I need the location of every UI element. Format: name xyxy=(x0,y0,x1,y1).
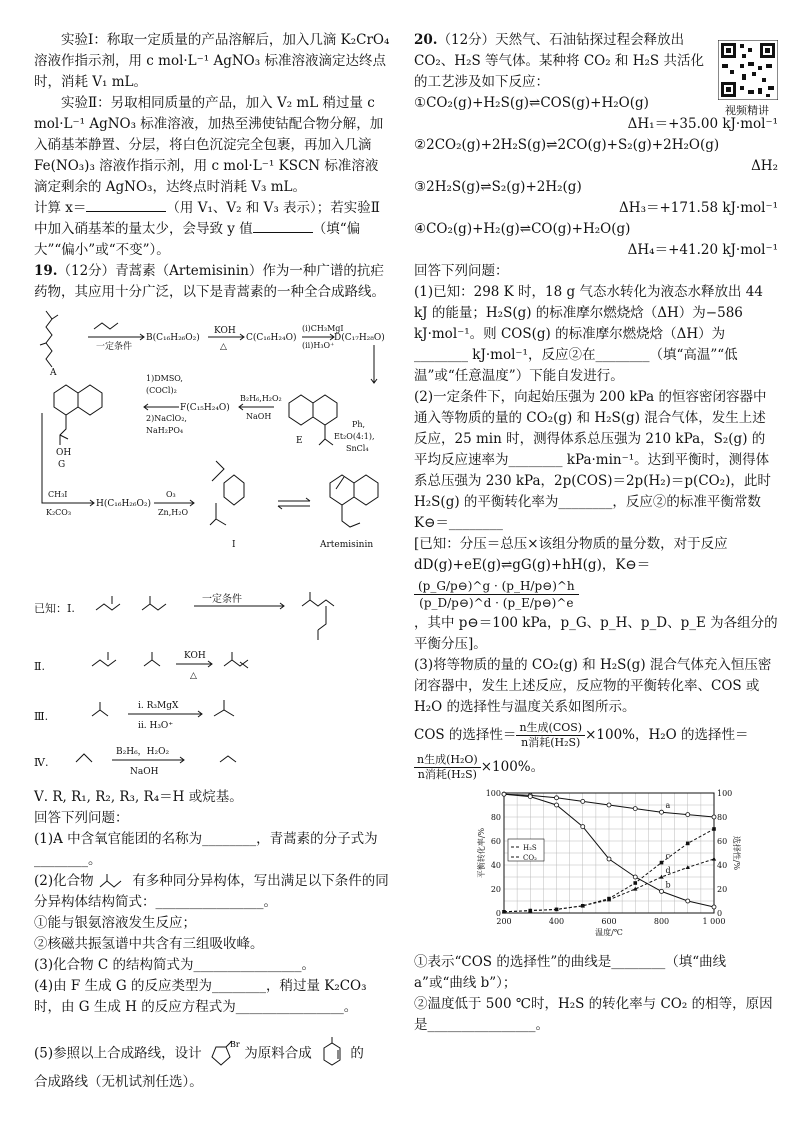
reaction-2-dh: ΔH₂ xyxy=(751,158,778,174)
question-number: 19. xyxy=(34,263,58,279)
reaction-4-dh: ΔH₄＝+41.20 kJ·mol⁻¹ xyxy=(627,242,778,258)
x-axis-label: 温度/℃ xyxy=(595,928,623,937)
scheme-grig2: (ii)H₃O⁺ xyxy=(302,341,335,350)
data-point xyxy=(660,810,664,814)
scheme-B: B(C₁₆H₂₆O₂) xyxy=(146,333,200,343)
left-column xyxy=(34,30,390,1093)
data-point xyxy=(555,796,559,800)
data-point xyxy=(659,875,663,879)
reaction-2: ②2CO₂(g)+2H₂S(g)⇌2CO(g)+S₂(g)+2H₂O(g) xyxy=(414,137,720,153)
reaction-3-dh: ΔH₃＝+171.58 kJ·mol⁻¹ xyxy=(619,200,778,216)
scheme-ch3i: CH₃I xyxy=(48,490,68,499)
h2o-sel-num: n生成(H₂O) xyxy=(414,753,481,768)
cos-sel-num: n生成(COS) xyxy=(516,721,585,736)
scheme-ph: Ph, xyxy=(352,420,366,429)
scheme-OH: OH xyxy=(56,448,72,458)
cyclopentyl-bromide-structure xyxy=(206,1039,240,1069)
known3-cond1: ⅰ. R₃MgX xyxy=(138,701,179,711)
right-column xyxy=(414,30,778,1036)
y-left-axis-label: 平衡转化率/% xyxy=(477,827,486,879)
sub-question-1: (1)A 中含氧官能团的名称为________，青蒿素的分子式为________。 xyxy=(34,831,378,868)
cos-sel-den: n消耗(H₂S) xyxy=(521,736,581,749)
data-point xyxy=(712,905,716,909)
question-20-intro: 20.（12分）天然气、石油钻探过程会释放出 CO₂、H₂S 等气体。某种将 CO₂ 和 H₂S 共活化的工艺涉及如下反应： xyxy=(414,32,704,90)
data-point xyxy=(686,813,690,817)
y-left-tick-label: 100 xyxy=(485,789,501,798)
synthesis-scheme xyxy=(34,303,390,585)
y-left-tick-label: 80 xyxy=(490,813,501,822)
scheme-naoh: NaOH xyxy=(246,412,272,421)
scheme-D: D(C₁₇H₂₈O) xyxy=(334,333,385,343)
scheme-sncl4: SnCl₄ xyxy=(346,444,369,453)
calc-question: 计算 x＝ （用 V₁、V₂ 和 V₃ 表示）；若实验Ⅱ中加入硝基苯的量太少，会导致 y 值 （填“偏大”“偏小”或“不变”）。 xyxy=(34,200,380,258)
data-point xyxy=(633,807,637,811)
known4-cond2: NaOH xyxy=(130,767,159,777)
sub-question-5: (5)参照以上合成路线，设计 Br 为原料合成 的 xyxy=(34,1036,390,1072)
data-point xyxy=(502,792,506,796)
h2o-sel-den: n消耗(H₂S) xyxy=(417,768,477,781)
part-2-known: [已知：分压＝总压×该组分物质的量分数，对于反应 dD(g)+eE(g)⇌gG(g)+hH(g)，K⊖＝ xyxy=(414,536,728,573)
known2-koh: KOH xyxy=(184,651,206,661)
scheme-H: H(C₁₆H₂₆O₂) xyxy=(96,499,152,509)
x-tick-label: 600 xyxy=(601,917,617,926)
scheme-zn: Zn,H₂O xyxy=(158,508,188,517)
scheme-cond1: 一定条件 xyxy=(96,342,133,352)
known4-cond1: B₂H₆，H₂O₂ xyxy=(116,747,170,757)
scheme-et2o: Et₂O(4:1), xyxy=(334,432,375,441)
y-right-tick-label: 20 xyxy=(717,885,728,894)
y-right-tick-label: 40 xyxy=(717,861,728,870)
reaction-3: ③2H₂S(g)⇌S₂(g)+2H₂(g) xyxy=(414,179,582,195)
data-point xyxy=(607,803,611,807)
part-2: (2)一定条件下，向起始压强为 200 kPa 的恒容密闭容器中通入等物质的量的 CO₂(g) 和 H₂S(g) 混合气体，发生上述反应，25 min 时，测得体系总压强为 210 kPa，S₂(g) 的平均反应速率为________ kPa·min⁻¹。达到平衡时，测得体系总压强为 230 kPa，2p(COS)＝2p(H₂)＝p(CO₂)，此时 H₂S(g) 的平衡转化率为________，反应②的标准平衡常数 K⊖＝________ xyxy=(414,389,771,531)
y-right-tick-label: 60 xyxy=(717,837,728,846)
scheme-G: G xyxy=(58,460,66,470)
cos-selectivity-formula: COS 的选择性＝ n生成(COS) n消耗(H₂S) ×100%，H₂O 的选择性＝ xyxy=(414,721,749,749)
known2-label: Ⅱ. xyxy=(34,660,45,673)
data-point xyxy=(528,795,532,799)
scheme-A: A xyxy=(50,368,57,378)
part-3: (3)将等物质的量的 CO₂(g) 和 H₂S(g) 混合气体充入恒压密闭容器中，发生上述反应，反应物的平衡转化率、COS 或 H₂O 的选择性与温度关系如图所示。 xyxy=(414,657,772,715)
scheme-dmso2: (COCl)₂ xyxy=(146,386,177,395)
y-right-axis-label: 选择性/% xyxy=(732,835,741,871)
conversion-selectivity-chart xyxy=(414,785,778,945)
data-point xyxy=(686,842,690,846)
legend-label: H₂S xyxy=(523,844,537,852)
known4-label: Ⅳ. xyxy=(34,756,49,769)
known2-delta: △ xyxy=(190,671,197,681)
series-label-a: a xyxy=(665,801,671,811)
known3-cond2: ⅱ. H₃O⁺ xyxy=(138,721,174,731)
scheme-o3: O₃ xyxy=(166,490,176,499)
data-point xyxy=(581,825,585,829)
series-label-d: d xyxy=(665,866,671,875)
data-point xyxy=(686,899,690,903)
sub-question-5-cont: 合成路线（无机试剂任选）。 xyxy=(34,1074,203,1090)
known3-label: Ⅲ. xyxy=(34,710,49,723)
k-formula xyxy=(414,578,778,611)
scheme-koh: KOH xyxy=(214,326,236,336)
scheme-F: F(C₁₅H₂₄O) xyxy=(180,403,230,413)
part-3-q2: ②温度低于 500 ℃时，H₂S 的转化率与 CO₂ 的相等，原因是________________。 xyxy=(414,996,773,1033)
scheme-dmso1: 1)DMSO, xyxy=(146,374,183,383)
svg-text:Br: Br xyxy=(229,1040,240,1049)
part-3-q1: ①表示“COS 的选择性”的曲线是________（填“曲线 a”或“曲线 b”）； xyxy=(414,954,727,991)
series-label-b: b xyxy=(665,880,671,890)
scheme-C: C(C₁₆H₂₄O) xyxy=(246,333,297,343)
cyclohexenone-structure xyxy=(316,1036,346,1072)
data-point xyxy=(633,875,637,879)
scheme-E: E xyxy=(296,436,303,446)
known-reactions xyxy=(34,592,390,780)
data-point xyxy=(555,803,559,807)
known-label: 已知：Ⅰ. xyxy=(34,602,75,615)
part-2-known-tail: ，其中 p⊖＝100 kPa，p_G、p_H、p_D、p_E 为各组分的平衡分压]。 xyxy=(414,615,778,652)
y-left-tick-label: 40 xyxy=(490,861,501,870)
sub-question-4: (4)由 F 生成 G 的反应类型为________，稍过量 K₂CO₃ 时，由 G 生成 H 的反应方程式为________________。 xyxy=(34,978,367,1015)
data-point xyxy=(712,815,716,819)
reaction-1-dh: ΔH₁＝+35.00 kJ·mol⁻¹ xyxy=(627,116,778,132)
x-tick-label: 800 xyxy=(653,917,670,926)
data-point xyxy=(712,827,716,831)
k-denominator: (p_D/p⊖)^d · (p_E/p⊖)^e xyxy=(419,596,574,610)
answer-header: 回答下列问题： xyxy=(34,810,129,826)
reaction-1: ①CO₂(g)+H₂S(g)⇌COS(g)+H₂O(g) xyxy=(414,95,649,111)
data-point xyxy=(660,889,664,893)
experiment-2: 实验Ⅱ：另取相同质量的产品，加入 V₂ mL 稍过量 c mol·L⁻¹ AgNO₃ 标准溶液，加热至沸使钴配合物分解，加入硝基苯静置、分层，将白色沉淀完全包裹，再加入几滴 Fe(NO₃)₃ 溶液作指示剂，用 c mol·L⁻¹ KSCN 标准溶液滴定剩余的 AgNO₃，达终点时消耗 V₃ mL。 xyxy=(34,95,384,195)
y-right-tick-label: 0 xyxy=(717,909,723,918)
condition-2: ②核磁共振氢谱中共含有三组吸收峰。 xyxy=(34,936,264,952)
data-point xyxy=(607,857,611,861)
part-1: (1)已知：298 K 时，18 g 气态水转化为液态水释放出 44 kJ 的能量；H₂S(g) 的标准摩尔燃烧焓（ΔH）为−586 kJ·mol⁻¹。则 COS(g) 的标准摩尔燃烧焓（ΔH）为________ kJ·mol⁻¹，反应②在________（填“高温”“低温”或“任意温度”）下能自发进行。 xyxy=(414,284,763,384)
data-point xyxy=(712,857,716,861)
sub-question-3: (3)化合物 C 的结构简式为________________。 xyxy=(34,957,316,973)
legend-label: CO₂ xyxy=(523,854,537,862)
scheme-artemisinin: Artemisinin xyxy=(320,540,374,550)
x-tick-label: 1 000 xyxy=(702,917,726,926)
x-tick-label: 200 xyxy=(496,917,512,926)
experiment-1: 实验Ⅰ：称取一定质量的产品溶解后，加入几滴 K₂CrO₄ 溶液作指示剂，用 c mol·L⁻¹ AgNO₃ 标准溶液滴定达终点时，消耗 V₁ mL。 xyxy=(34,32,390,90)
y-right-tick-label: 100 xyxy=(717,789,733,798)
question-19-intro: 19.（12分）青蒿素（Artemisinin）作为一种广谱的抗疟药物，其应用十分广泛，以下是青蒿素的一种全合成路线。 xyxy=(34,263,385,300)
scheme-b2h6: B₂H₆,H₂O₂ xyxy=(240,394,282,403)
series-label-c: c xyxy=(665,851,670,861)
condition-1: ①能与银氨溶液发生反应； xyxy=(34,915,196,931)
scheme-k2co3: K₂CO₃ xyxy=(46,508,72,517)
data-point xyxy=(581,799,585,803)
known-5: Ⅴ. R, R₁, R₂, R₃, R₄＝H 或烷基。 xyxy=(34,789,243,805)
answer-header: 回答下列问题： xyxy=(414,263,509,279)
compound-structure xyxy=(98,873,128,891)
y-left-tick-label: 60 xyxy=(490,837,501,846)
scheme-I: I xyxy=(232,540,236,550)
data-point xyxy=(633,881,637,885)
scheme-dmso3: 2)NaClO₂, xyxy=(146,414,187,423)
data-point xyxy=(660,861,664,865)
question-number: 20. xyxy=(414,32,438,48)
sub-question-2: (2)化合物 有多种同分异构体，写出满足以下条件的同分异构体结构简式：________________。 xyxy=(34,873,389,910)
scheme-dmso4: NaH₂PO₄ xyxy=(146,426,184,435)
y-left-tick-label: 0 xyxy=(495,909,501,918)
h2o-selectivity-formula: n生成(H₂O) n消耗(H₂S) ×100%。 xyxy=(414,753,778,782)
qr-caption: 视频精讲 xyxy=(725,104,769,117)
scheme-grig1: (i)CH₃MgI xyxy=(302,324,344,333)
known1-cond: 一定条件 xyxy=(202,594,242,605)
y-right-tick-label: 80 xyxy=(717,813,728,822)
scheme-delta: △ xyxy=(220,342,227,352)
k-numerator: (p_G/p⊖)^g · (p_H/p⊖)^h xyxy=(414,578,579,595)
x-tick-label: 400 xyxy=(548,917,565,926)
y-left-tick-label: 20 xyxy=(490,885,501,894)
reaction-4: ④CO₂(g)+H₂(g)⇌CO(g)+H₂O(g) xyxy=(414,221,631,237)
